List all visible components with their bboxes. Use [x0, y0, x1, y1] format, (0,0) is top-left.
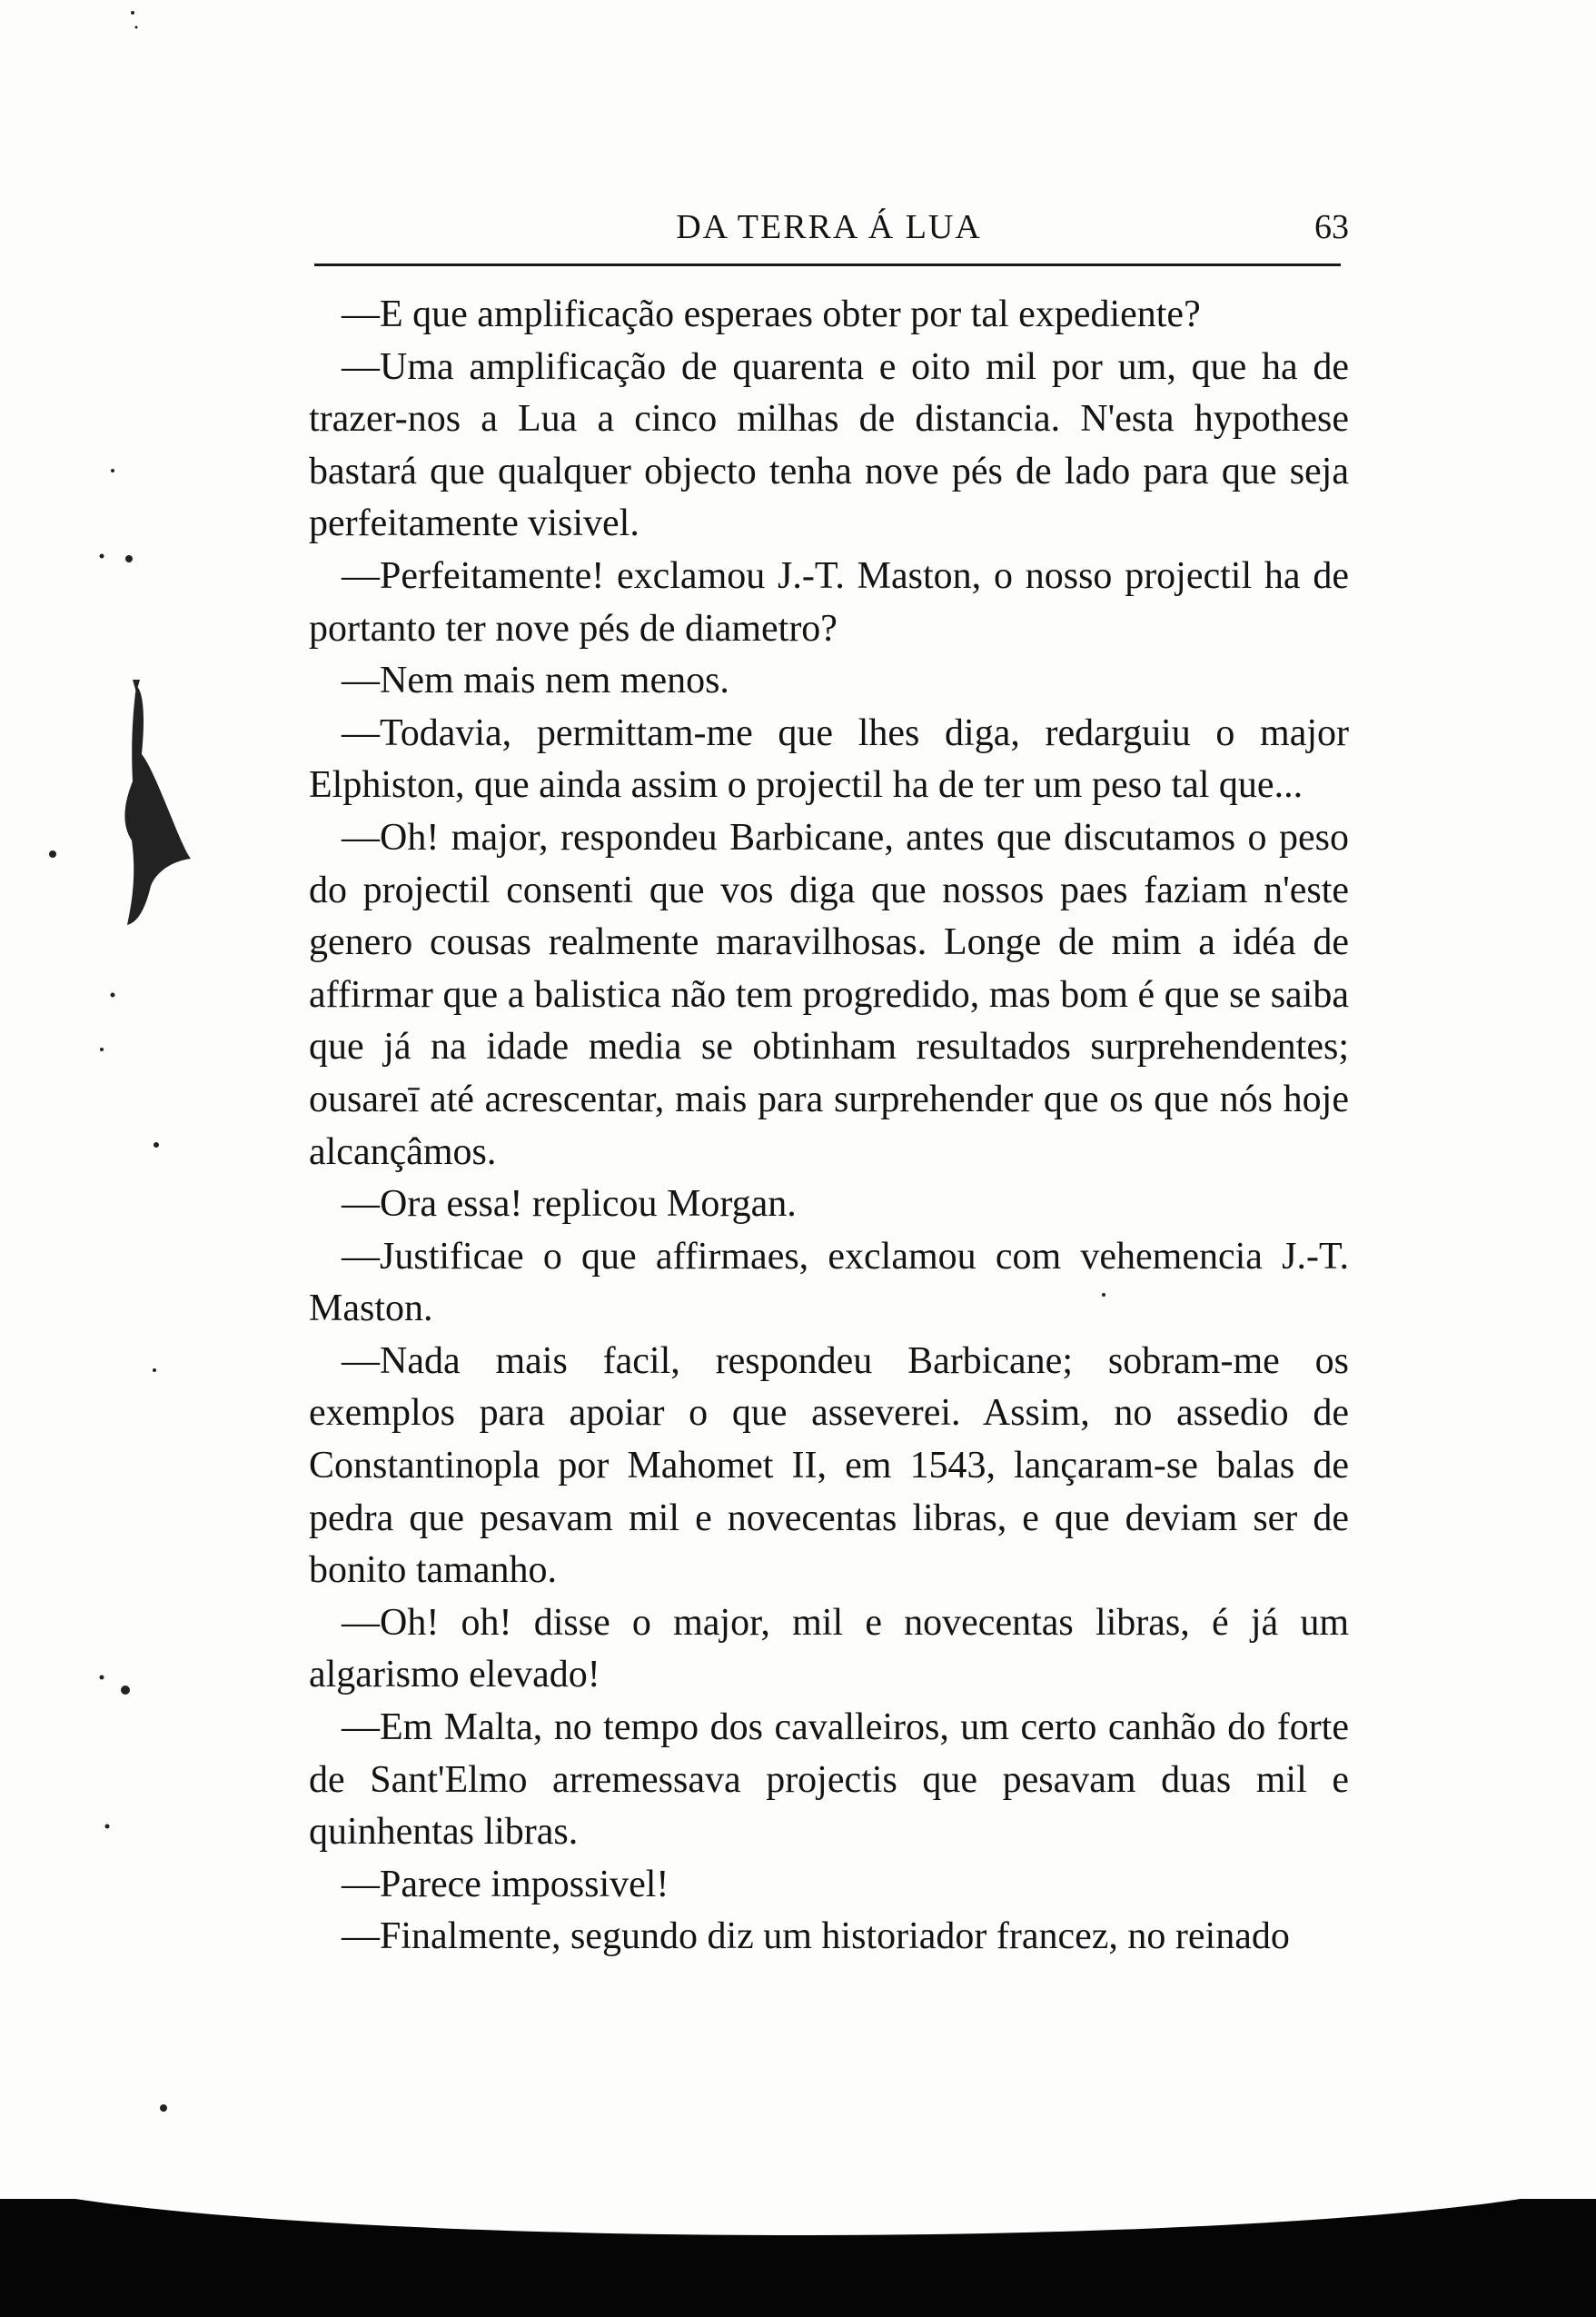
speck — [111, 993, 115, 998]
paragraph: —Nada mais facil, respondeu Barbicane; sobram-me os exemplos para apoiar o que asseverei. Assim, no assedio de Constantinopla por Mahomet II, em 1543, lançaram-se balas de pedra que pesavam mil e novecentas libras, e que deviam ser de bonito tamanho. — [309, 1339, 1349, 1592]
speck — [111, 469, 114, 472]
speck — [100, 1048, 104, 1051]
ink-blot — [124, 686, 191, 925]
body-text — [309, 289, 1349, 1964]
speck — [153, 1368, 156, 1372]
speck — [125, 555, 133, 562]
running-title: DA TERRA Á LUA — [676, 208, 982, 246]
paragraph: —Finalmente, segundo diz um historiador francez, no reinado — [342, 1915, 1290, 1958]
paragraph: —Uma amplificação de quarenta e oito mil por um, que ha de trazer-nos a Lua a cinco milhas de distancia. N'esta hypothese bastará que qualquer objecto tenha nove pés de lado para que seja perfeitamente visivel. — [309, 345, 1349, 545]
ink-blot — [133, 680, 140, 692]
paragraph: —Ora essa! replicou Morgan. — [342, 1183, 797, 1226]
scan-bottom-shadow — [0, 2199, 1596, 2317]
paragraph: —E que amplificação esperaes obter por tal expediente? — [342, 293, 1201, 335]
header-rule — [314, 264, 1341, 266]
paragraph: —Em Malta, no tempo dos cavalleiros, um certo canhão do forte de Sant'Elmo arremessava projectis que pesavam duas mil e quinhentas libras. — [309, 1706, 1349, 1854]
speck — [100, 554, 104, 559]
speck — [154, 1142, 159, 1148]
paragraph: —Oh! oh! disse o major, mil e novecentas libras, é já um algarismo elevado! — [309, 1601, 1349, 1696]
running-head — [309, 200, 1349, 254]
page-number: 63 — [1314, 208, 1349, 246]
speck — [131, 11, 134, 15]
speck — [121, 1686, 130, 1695]
speck — [100, 1676, 104, 1680]
speck — [135, 26, 138, 29]
paragraph: —Nem mais nem menos. — [342, 660, 729, 702]
paragraph: —Todavia, permittam-me que lhes diga, redarguiu o major Elphiston, que ainda assim o projectil ha de ter um peso tal que... — [309, 711, 1349, 807]
speck — [49, 850, 56, 858]
paragraph: —Oh! major, respondeu Barbicane, antes que discutamos o peso do projectil consenti que vos diga que nossos paes faziam n'este genero cousas realmente maravilhosas. Longe de mim a idéa de affirmar que a balistica não tem progredido, mas bom é que se saiba que já na idade media se obtinham resultados surprehendentes; ousareī até acrescentar, mais para surprehender que os que nós hoje alcançâmos. — [309, 816, 1349, 1173]
speck — [160, 2104, 167, 2112]
paragraph: —Perfeitamente! exclamou J.-T. Maston, o nosso projectil ha de portanto ter nove pés de diametro? — [309, 554, 1349, 650]
speck — [105, 1825, 110, 1829]
paragraph: —Parece impossivel! — [342, 1863, 669, 1905]
paragraph: —Justificae o que affirmaes, exclamou com vehemencia J.-T. Maston. — [309, 1235, 1349, 1330]
